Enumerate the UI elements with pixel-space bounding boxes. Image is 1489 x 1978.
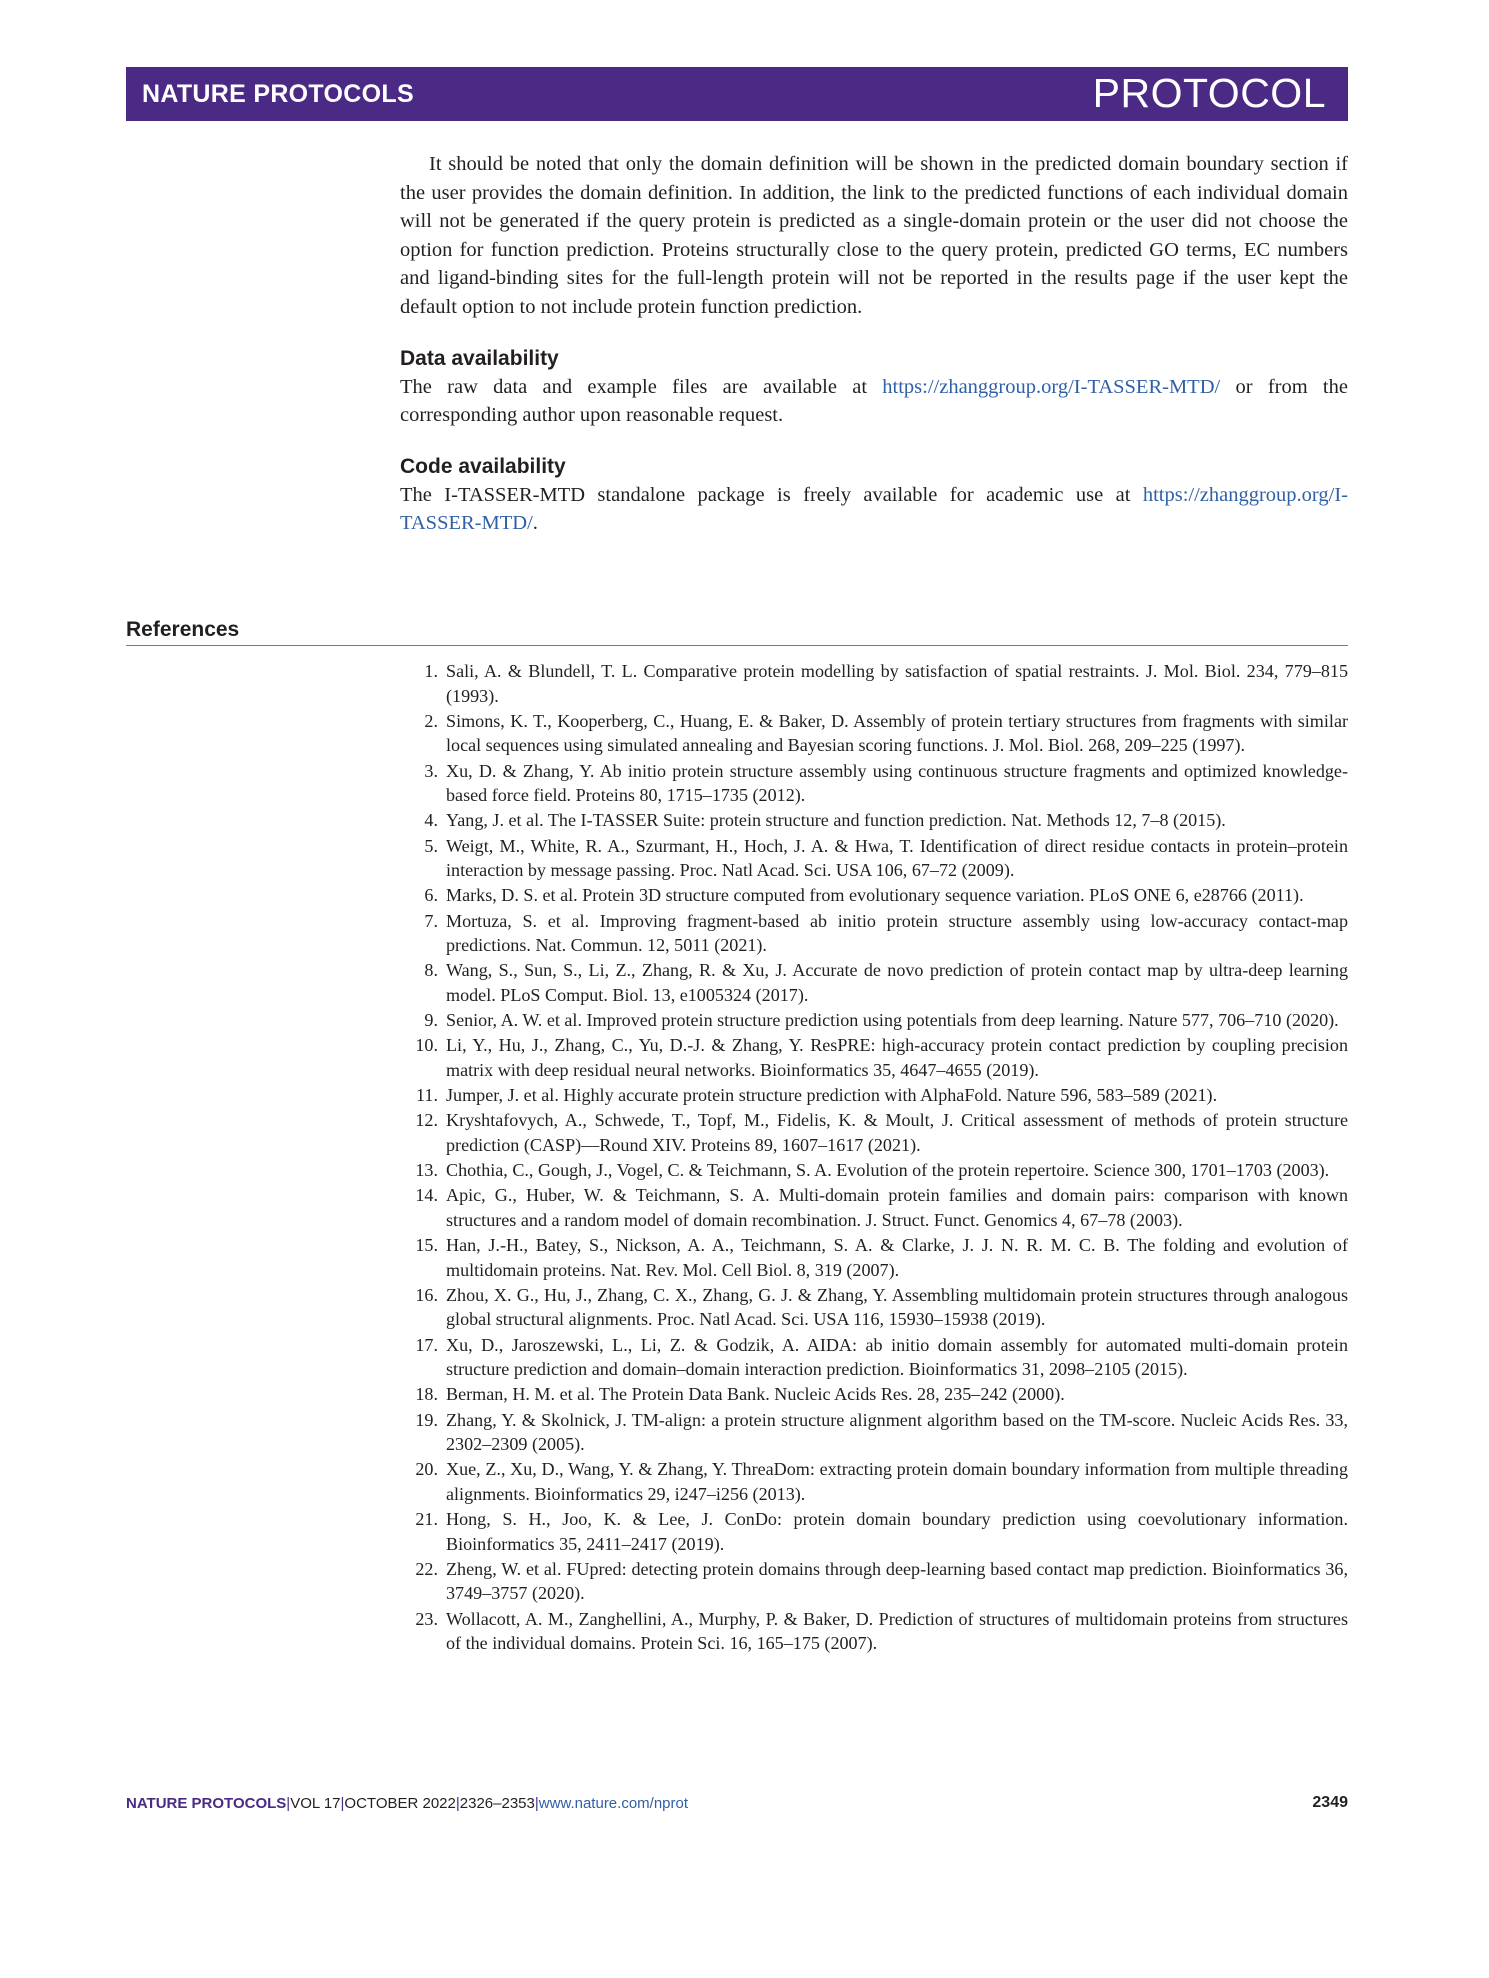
data-availability-text: The raw data and example files are available at https://zhanggroup.org/I-TASSER-MTD/ or from the corresponding author upon reasonable request. [400, 375, 1348, 427]
reference-text: Yang, J. et al. The I-TASSER Suite: protein structure and function prediction. Nat. Methods 12, 7–8 (2015). [446, 810, 1226, 831]
reference-text: Senior, A. W. et al. Improved protein structure prediction using potentials from deep learning. Nature 577, 706–710 (2020). [446, 1010, 1339, 1031]
reference-text: Xue, Z., Xu, D., Wang, Y. & Zhang, Y. ThreaDom: extracting protein domain boundary information from multiple threading alignments. Bioinformatics 29, i247–i256 (2013). [446, 1459, 1348, 1504]
reference-number: 6. [424, 885, 438, 906]
reference-text: Mortuza, S. et al. Improving fragment-based ab initio protein structure assembly using low-accuracy contact-map predictions. Nat. Commun. 12, 5011 (2021). [446, 910, 1348, 956]
reference-number: 2. [424, 710, 438, 731]
reference-text: Xu, D. & Zhang, Y. Ab initio protein structure assembly using continuous structure fragments and optimized knowledge-based force field. Proteins 80, 1715–1735 (2012). [446, 760, 1348, 806]
reference-item [400, 1557, 1348, 1606]
reference-text: Marks, D. S. et al. Protein 3D structure computed from evolutionary sequence variation. PLoS ONE 6, e28766 (2011). [446, 885, 1304, 906]
reference-number: 7. [424, 910, 438, 931]
reference-number: 9. [424, 1010, 438, 1031]
reference-item [400, 1233, 1348, 1282]
reference-text: Wang, S., Sun, S., Li, Z., Zhang, R. & Xu, J. Accurate de novo prediction of protein contact map by ultra-deep learning model. PLoS Comput. Biol. 13, e1005324 (2017). [446, 960, 1348, 1005]
reference-number: 11. [416, 1085, 438, 1106]
code-availability-link[interactable]: https://zhanggroup.org/I-TASSER-MTD/ [400, 483, 1348, 535]
footer-date: OCTOBER 2022 [344, 1795, 456, 1812]
reference-text: Simons, K. T., Kooperberg, C., Huang, E. & Baker, D. Assembly of protein tertiary structures from fragments with similar local sequences using simulated annealing and Bayesian scoring functions. J. Mol. Biol. 268, 209–225 (1997). [446, 710, 1348, 756]
reference-number: 23. [415, 1608, 438, 1629]
reference-number: 22. [415, 1558, 438, 1579]
reference-text: Sali, A. & Blundell, T. L. Comparative protein modelling by satisfaction of spatial restraints. J. Mol. Biol. 234, 779–815 (1993). [446, 661, 1348, 706]
reference-item [400, 1183, 1348, 1232]
reference-number: 8. [424, 960, 438, 981]
reference-item [400, 1408, 1348, 1457]
reference-number: 12. [415, 1110, 438, 1131]
article-type: PROTOCOL [1092, 70, 1326, 116]
reference-text: Jumper, J. et al. Highly accurate protein structure prediction with AlphaFold. Nature 596, 583–589 (2021). [446, 1085, 1218, 1106]
reference-item [400, 1158, 1348, 1183]
page-number: 2349 [1312, 1794, 1348, 1811]
data-availability-link[interactable]: https://zhanggroup.org/I-TASSER-MTD/ [882, 375, 1221, 398]
reference-number: 1. [424, 661, 438, 681]
reference-item [400, 958, 1348, 1007]
footer-volume: VOL 17 [290, 1795, 341, 1812]
reference-text: Hong, S. H., Joo, K. & Lee, J. ConDo: protein domain boundary prediction using coevolutionary information. Bioinformatics 35, 2411–2417 (2019). [446, 1509, 1348, 1554]
references-list [400, 659, 1348, 1656]
reference-number: 16. [415, 1284, 438, 1305]
reference-number: 17. [415, 1334, 438, 1355]
reference-number: 15. [415, 1234, 438, 1255]
reference-item [400, 709, 1348, 758]
footer-journal: NATURE PROTOCOLS [126, 1795, 287, 1812]
references-divider [126, 645, 1348, 646]
reference-text: Apic, G., Huber, W. & Teichmann, S. A. Multi-domain protein families and domain pairs: comparison with known structures and a random model of domain recombination. J. Struct. Funct. Genomics 4, 67–78 (2003). [446, 1185, 1348, 1230]
header-bar [126, 67, 1348, 121]
footer-pages: 2326–2353 [459, 1795, 535, 1812]
journal-name: NATURE PROTOCOLS [142, 80, 414, 108]
reference-item [400, 1283, 1348, 1332]
reference-number: 10. [415, 1035, 438, 1056]
intro-paragraph: It should be noted that only the domain definition will be shown in the predicted domain boundary section if the user provides the domain definition. In addition, the link to the predicted functions of each individual domain will not be generated if the query protein is predicted as a single-domain protein or the user did not choose the option for function prediction. Proteins structurally close to the query protein, predicted GO terms, EC numbers and ligand-binding sites for the full-length protein will not be reported in the results page if the user kept the default option to not include protein function prediction. [400, 153, 1348, 318]
reference-text: Li, Y., Hu, J., Zhang, C., Yu, D.-J. & Zhang, Y. ResPRE: high-accuracy protein contact prediction by coupling precision matrix with deep residual neural networks. Bioinformatics 35, 4647–4655 (2019). [446, 1035, 1348, 1080]
reference-text: Kryshtafovych, A., Schwede, T., Topf, M., Fidelis, K. & Moult, J. Critical assessment of methods of protein structure prediction (CASP)—Round XIV. Proteins 89, 1607–1617 (2021). [446, 1110, 1348, 1155]
reference-item [400, 909, 1348, 958]
reference-text: Zhou, X. G., Hu, J., Zhang, C. X., Zhang, G. J. & Zhang, Y. Assembling multidomain protein structures through analogous global structural alignments. Proc. Natl Acad. Sci. USA 116, 15930–15938 (2019). [446, 1284, 1348, 1330]
reference-item [400, 883, 1348, 908]
reference-item [400, 759, 1348, 808]
reference-item [400, 1083, 1348, 1108]
reference-text: Wollacott, A. M., Zanghellini, A., Murphy, P. & Baker, D. Prediction of structures of multidomain proteins from structures of the individual domains. Protein Sci. 16, 165–175 (2007). [446, 1608, 1348, 1654]
reference-number: 14. [415, 1185, 438, 1206]
reference-number: 21. [415, 1509, 438, 1530]
reference-number: 20. [415, 1459, 438, 1480]
reference-item [400, 1033, 1348, 1082]
footer-citation: NATURE PROTOCOLS|VOL 17|OCTOBER 2022|2326–2353|www.nature.com/nprot [126, 1795, 689, 1812]
reference-item [400, 834, 1348, 883]
reference-text: Berman, H. M. et al. The Protein Data Bank. Nucleic Acids Res. 28, 235–242 (2000). [446, 1384, 1065, 1405]
reference-number: 4. [424, 810, 438, 831]
code-availability-heading: Code availability [400, 454, 566, 478]
reference-item [400, 1108, 1348, 1157]
data-availability-heading: Data availability [400, 346, 559, 370]
references-heading: References [126, 618, 240, 641]
reference-item [400, 659, 1348, 708]
code-availability-text: The I-TASSER-MTD standalone package is freely available for academic use at https://zhanggroup.org/I-TASSER-MTD/. [400, 483, 1348, 535]
reference-item [400, 1333, 1348, 1382]
reference-item [400, 1008, 1348, 1033]
reference-item [400, 1607, 1348, 1656]
reference-text: Zheng, W. et al. FUpred: detecting protein domains through deep-learning based contact map prediction. Bioinformatics 36, 3749–3757 (2020). [446, 1558, 1348, 1604]
reference-text: Xu, D., Jaroszewski, L., Li, Z. & Godzik, A. AIDA: ab initio domain assembly for automated multi-domain protein structure prediction and domain–domain interaction prediction. Bioinformatics 31, 2098–2105 (2015). [446, 1334, 1348, 1380]
reference-text: Han, J.-H., Batey, S., Nickson, A. A., Teichmann, S. A. & Clarke, J. J. N. R. M. C. B. The folding and evolution of multidomain proteins. Nat. Rev. Mol. Cell Biol. 8, 319 (2007). [446, 1234, 1348, 1280]
reference-number: 19. [415, 1409, 438, 1430]
reference-item [400, 1457, 1348, 1506]
reference-number: 3. [424, 760, 438, 781]
reference-number: 13. [415, 1160, 438, 1180]
reference-item [400, 808, 1348, 833]
reference-text: Weigt, M., White, R. A., Szurmant, H., Hoch, J. A. & Hwa, T. Identification of direct residue contacts in protein–protein interaction by message passing. Proc. Natl Acad. Sci. USA 106, 67–72 (2009). [446, 835, 1348, 881]
reference-text: Zhang, Y. & Skolnick, J. TM-align: a protein structure alignment algorithm based on the TM-score. Nucleic Acids Res. 33, 2302–2309 (2005). [446, 1409, 1348, 1455]
main-content [400, 150, 1348, 538]
reference-text: Chothia, C., Gough, J., Vogel, C. & Teichmann, S. A. Evolution of the protein repertoire. Science 300, 1701–1703 (2003). [446, 1160, 1330, 1180]
reference-item [400, 1382, 1348, 1407]
reference-number: 5. [424, 835, 438, 856]
reference-item [400, 1507, 1348, 1556]
reference-number: 18. [415, 1384, 438, 1405]
footer-url[interactable]: www.nature.com/nprot [538, 1795, 689, 1812]
